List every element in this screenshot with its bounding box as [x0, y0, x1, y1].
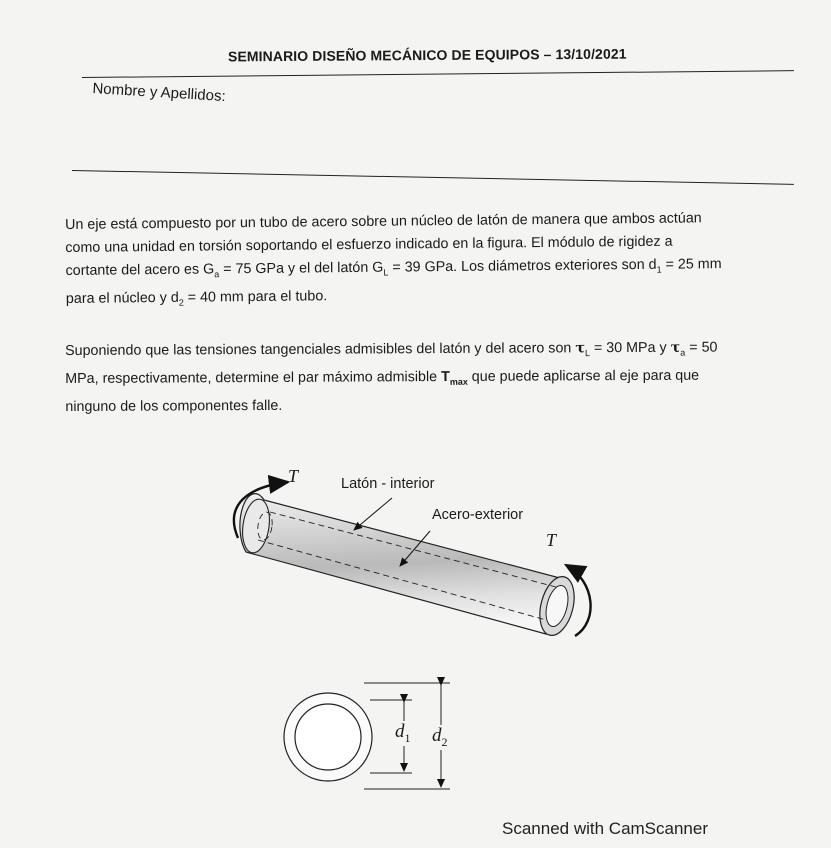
cross-section	[284, 683, 450, 789]
problem-line: Un eje está compuesto por un tubo de acero sobre un núcleo de latón de manera que ambos actúan	[65, 210, 702, 233]
problem-line: como una unidad en torsión soportando el esfuerzo indicado en la figura. El módulo de rigidez a	[65, 233, 673, 256]
label-steel-exterior: Acero-exterior	[432, 507, 524, 523]
torque-label-left: T	[288, 466, 299, 486]
problem-line: para el núcleo y $d_2 = 40$ mm para el tubo.	[65, 288, 328, 308]
scanner-watermark: Scanned with CamScanner	[502, 819, 709, 838]
shaft-body	[239, 494, 579, 639]
page-title: SEMINARIO DISEÑO MECÁNICO DE EQUIPOS – 13/10/2021	[227, 45, 627, 65]
dimension-d1: $d_1$	[395, 721, 411, 745]
torque-label-right: T	[546, 530, 557, 550]
question-line: ninguno de los componentes falle.	[65, 397, 283, 415]
problem-line: cortante del acero es $G_a = 75$ GPa y el del latón $G_L = 39$ GPa. Los diámetros exteriores son $d_1 = 25$ mm	[65, 256, 722, 280]
name-field-label: Nombre y Apellidos:	[91, 80, 227, 106]
dimension-d2: $d_2$	[432, 725, 448, 749]
label-brass-interior: Latón - interior	[341, 476, 435, 492]
leader-inner	[354, 498, 392, 530]
question-line: Suponiendo que las tensiones tangenciales admisibles del latón y del acero son $\tau_L = 30$ MPa y $\tau_a = 50$	[65, 339, 718, 359]
question-line: MPa, respectivamente, determine el par máximo admisible $T_{max}$ que puede aplicarse al eje para que	[65, 367, 700, 387]
